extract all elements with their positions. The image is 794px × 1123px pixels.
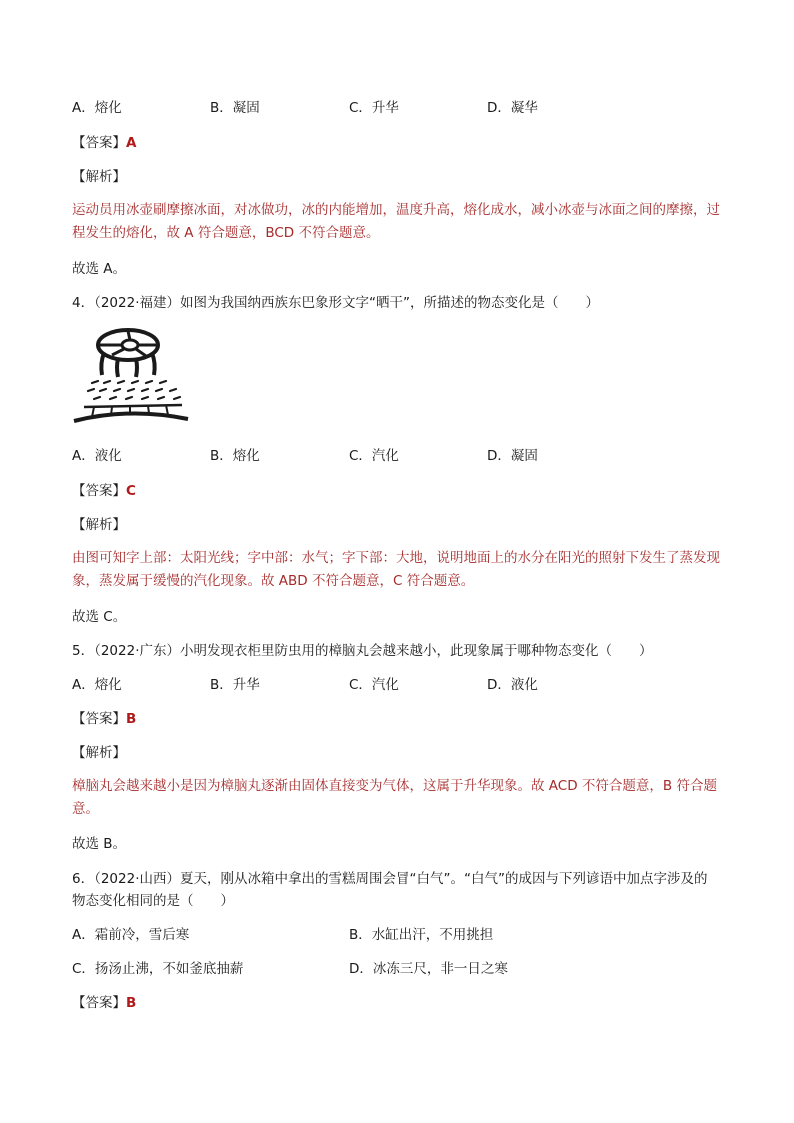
q6-answer xyxy=(72,991,136,1011)
q6-option-c: C．扬汤止沸，不如釜底抽薪 xyxy=(72,961,244,977)
answer-label: 【答案】 xyxy=(72,995,126,1011)
q3-analysis-label: 【解析】 xyxy=(72,169,126,185)
answer-value: A xyxy=(126,135,137,151)
q4-answer xyxy=(72,479,136,499)
q4-analysis-label: 【解析】 xyxy=(72,517,126,533)
q3-analysis-text: 运动员用冰壶刷摩擦冰面，对冰做功，冰的内能增加，温度升高，熔化成水，减小冰壶与冰面之间的摩擦，过程发生的熔化，故 A 符合题意，BCD 不符合题意。 xyxy=(72,202,720,241)
q5-option-d: D．液化 xyxy=(487,677,538,693)
answer-value: B xyxy=(126,995,137,1011)
answer-value: B xyxy=(126,711,137,727)
q3-option-b: B．凝固 xyxy=(210,100,260,116)
q6-option-b: B．水缸出汗，不用挑担 xyxy=(349,927,494,943)
answer-label: 【答案】 xyxy=(72,135,126,151)
q4-option-b: B．熔化 xyxy=(210,448,260,464)
q5-conclusion: 故选 B。 xyxy=(72,836,127,852)
q6-option-d: D．冰冻三尺，非一日之寒 xyxy=(349,961,508,977)
q5-option-c: C．汽化 xyxy=(349,677,399,693)
q4-option-d: D．凝固 xyxy=(487,448,538,464)
q5-answer xyxy=(72,707,136,727)
q3-option-c: C．升华 xyxy=(349,100,399,116)
q5-option-b: B．升华 xyxy=(210,677,260,693)
q4-option-c: C．汽化 xyxy=(349,448,399,464)
q4-question: 4．（2022·福建）如图为我国纳西族东巴象形文字“晒干”，所描述的物态变化是（ ） xyxy=(72,295,599,311)
q4-option-a: A．液化 xyxy=(72,448,122,464)
answer-value: C xyxy=(126,483,136,499)
dongba-shaigan-glyph-icon xyxy=(70,323,190,428)
q3-option-a: A．熔化 xyxy=(72,100,122,116)
q6-question-line-2: 物态变化相同的是（ ） xyxy=(72,893,234,909)
q4-conclusion: 故选 C。 xyxy=(72,609,127,625)
q5-analysis-text: 樟脑丸会越来越小是因为樟脑丸逐渐由固体直接变为气体，这属于升华现象。故 ACD 不符合题意，B 符合题意。 xyxy=(72,778,717,817)
q3-conclusion: 故选 A。 xyxy=(72,261,127,277)
answer-label: 【答案】 xyxy=(72,711,126,727)
q3-answer xyxy=(72,131,136,151)
q6-option-a: A．霜前冷，雪后寒 xyxy=(72,927,190,943)
q5-analysis-label: 【解析】 xyxy=(72,745,126,761)
q5-question: 5．（2022·广东）小明发现衣柜里防虫用的樟脑丸会越来越小，此现象属于哪种物态变化（ ） xyxy=(72,643,653,659)
q3-option-d: D．凝华 xyxy=(487,100,538,116)
q6-question-line-1: 6．（2022·山西）夏天，刚从冰箱中拿出的雪糕周围会冒“白气”。“白气”的成因与下列谚语中加点字涉及的 xyxy=(72,871,708,887)
answer-label: 【答案】 xyxy=(72,483,126,499)
q5-option-a: A．熔化 xyxy=(72,677,122,693)
q4-analysis-text: 由图可知字上部：太阳光线；字中部：水气；字下部：大地，说明地面上的水分在阳光的照射下发生了蒸发现象，蒸发属于缓慢的汽化现象。故 ABD 不符合题意，C 符合题意。 xyxy=(72,550,720,589)
